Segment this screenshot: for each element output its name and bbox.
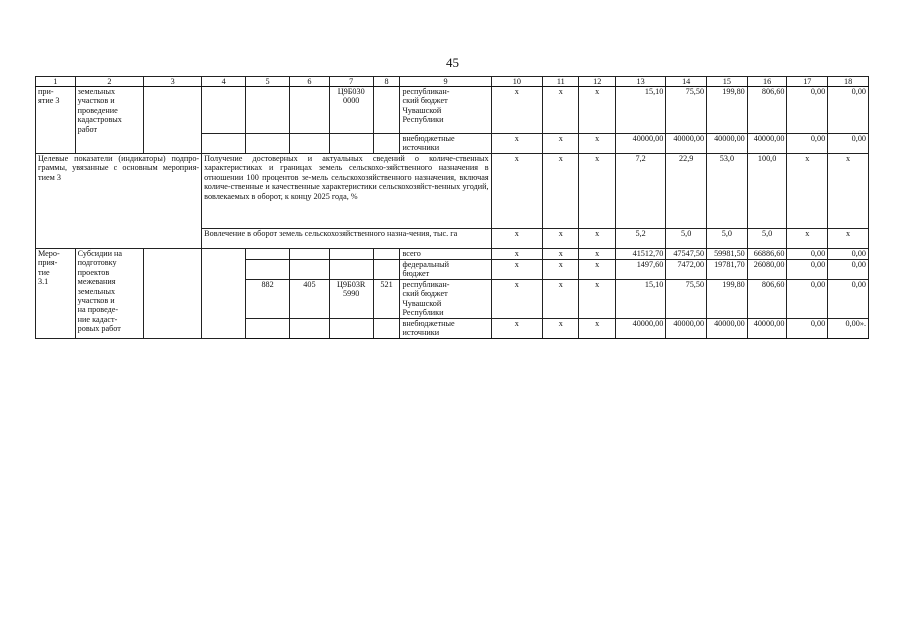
- code-cell: [373, 260, 400, 280]
- code-cell: [290, 319, 330, 339]
- value-cell: 7,2: [615, 154, 665, 229]
- value-cell: 5,0: [707, 229, 748, 249]
- value-cell: 0,00: [787, 87, 828, 134]
- value-cell: 75,50: [666, 87, 707, 134]
- value-cell: х: [579, 154, 615, 229]
- value-cell: х: [579, 229, 615, 249]
- responsible-cell: [144, 87, 202, 154]
- header-cell: 14: [666, 77, 707, 87]
- ml: Ц9Б03R 5990: [337, 280, 366, 299]
- code-cell: [246, 260, 290, 280]
- value-cell: 19781,70: [707, 260, 748, 280]
- funding-source: всего: [400, 249, 491, 260]
- activity-label: [36, 87, 76, 154]
- value-cell: 5,0: [747, 229, 787, 249]
- value-cell: 1497,60: [615, 260, 665, 280]
- code-cell: [290, 260, 330, 280]
- activity-title: [75, 87, 144, 154]
- funding-source: [400, 319, 491, 339]
- value-cell: 22,9: [666, 154, 707, 229]
- value-cell: х: [543, 260, 579, 280]
- code-cell: [373, 87, 400, 134]
- code-cell: [329, 249, 373, 260]
- value-cell: 15,10: [615, 87, 665, 134]
- header-cell: 10: [491, 77, 542, 87]
- value-cell: х: [543, 249, 579, 260]
- header-cell: 9: [400, 77, 491, 87]
- ml: республикан- ский бюджет Чувашской Республики: [402, 280, 450, 318]
- header-cell: 6: [290, 77, 330, 87]
- value-cell: х: [579, 260, 615, 280]
- target-article-code: [329, 87, 373, 134]
- funding-source: [400, 260, 491, 280]
- header-cell: 12: [579, 77, 615, 87]
- header-cell: 4: [202, 77, 246, 87]
- header-cell: 11: [543, 77, 579, 87]
- ml: Меро- прия- тие 3.1: [38, 249, 60, 287]
- value-cell: 40000,00: [707, 319, 748, 339]
- funding-source: [400, 134, 491, 154]
- code-cell: [329, 134, 373, 154]
- section-code: 405: [290, 280, 330, 319]
- value-cell: 40000,00: [666, 319, 707, 339]
- header-row: [36, 77, 869, 87]
- table-row: [36, 249, 869, 260]
- code-cell: [373, 249, 400, 260]
- value-cell: 40000,00: [615, 319, 665, 339]
- code-cell: [202, 134, 246, 154]
- code-cell: [373, 134, 400, 154]
- header-cell: 13: [615, 77, 665, 87]
- activity-title: [75, 249, 144, 339]
- code-cell: [290, 87, 330, 134]
- value-cell: х: [543, 229, 579, 249]
- code-cell: [246, 319, 290, 339]
- value-cell: 0,00: [787, 280, 828, 319]
- header-cell: 1: [36, 77, 76, 87]
- value-cell: 26080,00: [747, 260, 787, 280]
- value-cell: х: [579, 319, 615, 339]
- header-cell: 15: [707, 77, 748, 87]
- target-indicators-label: Целевые показатели (индикаторы) подпро-граммы, увязанные с основным мероприя-тием 3: [36, 154, 202, 249]
- value-cell: 199,80: [707, 87, 748, 134]
- value-cell: х: [543, 87, 579, 134]
- responsible-cell: [144, 249, 202, 339]
- ml: при- ятие 3: [38, 87, 60, 106]
- value-cell: 100,0: [747, 154, 787, 229]
- value-cell: х: [491, 154, 542, 229]
- code-cell: [329, 319, 373, 339]
- indicator-text: Получение достоверных и актуальных сведений о количе-ственных характеристиках и границах земель сельскохо-зяйственного назначения в отношении 100 процентов зе-мель сельскохозяйственного назначения, включая количе-ственные и качественные характеристики сельскохозяйст-венных угодий, вовлекаемых в оборот, к концу 2025 года, %: [202, 154, 491, 229]
- participants-cell: [202, 249, 246, 339]
- ml: Ц9Б030 0000: [337, 87, 365, 106]
- value-cell: х: [579, 249, 615, 260]
- value-cell: 806,60: [747, 87, 787, 134]
- budget-table: [35, 76, 869, 339]
- value-cell: х: [543, 134, 579, 154]
- value-cell: х: [491, 229, 542, 249]
- value-cell: 15,10: [615, 280, 665, 319]
- value-cell: 41512,70: [615, 249, 665, 260]
- value-cell: х: [828, 154, 869, 229]
- code-cell: [329, 260, 373, 280]
- table-row: [36, 154, 869, 229]
- value-cell: 0,00: [828, 134, 869, 154]
- value-cell: х: [491, 260, 542, 280]
- value-cell: 40000,00: [666, 134, 707, 154]
- value-cell: 5,2: [615, 229, 665, 249]
- value-cell: 5,0: [666, 229, 707, 249]
- value-cell: х: [491, 319, 542, 339]
- code-cell: [246, 134, 290, 154]
- value-cell: х: [543, 280, 579, 319]
- value-cell: 0,00: [787, 134, 828, 154]
- header-cell: 17: [787, 77, 828, 87]
- value-cell: х: [579, 280, 615, 319]
- value-cell: х: [787, 154, 828, 229]
- value-cell: 0,00: [787, 249, 828, 260]
- value-cell: 0,00: [828, 87, 869, 134]
- header-cell: 5: [246, 77, 290, 87]
- ml: республикан- ский бюджет Чувашской Республики: [402, 87, 450, 125]
- code-cell: [373, 319, 400, 339]
- table-row: [36, 87, 869, 134]
- value-cell: 0,00: [828, 280, 869, 319]
- header-cell: 3: [144, 77, 202, 87]
- value-cell: х: [579, 134, 615, 154]
- value-cell: 40000,00: [747, 319, 787, 339]
- page-number: 45: [446, 55, 459, 70]
- header-cell: 16: [747, 77, 787, 87]
- value-cell: х: [543, 319, 579, 339]
- header-cell: 18: [828, 77, 869, 87]
- value-cell: 59981,50: [707, 249, 748, 260]
- code-cell: [290, 249, 330, 260]
- header-cell: 7: [329, 77, 373, 87]
- value-cell: 40000,00: [615, 134, 665, 154]
- target-article-code: [329, 280, 373, 319]
- indicator-text: Вовлечение в оборот земель сельскохозяйственного назна-чения, тыс. га: [202, 229, 491, 249]
- expense-type-code: 521: [373, 280, 400, 319]
- value-cell: 75,50: [666, 280, 707, 319]
- value-cell: 806,60: [747, 280, 787, 319]
- ml: земельных участков и проведение кадастровых работ: [77, 87, 122, 134]
- value-cell: 0,00: [828, 260, 869, 280]
- value-cell: х: [491, 87, 542, 134]
- value-cell: 40000,00: [747, 134, 787, 154]
- funding-source: [400, 280, 491, 319]
- value-cell: 53,0: [707, 154, 748, 229]
- ml: Субсидии на подготовку проектов межевания земельных участков и на проведе- ние кадаст- ровых работ: [77, 249, 123, 334]
- header-cell: 2: [75, 77, 144, 87]
- code-cell: [246, 249, 290, 260]
- value-cell: 0,00: [787, 260, 828, 280]
- value-cell: 0,00».: [828, 319, 869, 339]
- value-cell: х: [787, 229, 828, 249]
- value-cell: 66886,60: [747, 249, 787, 260]
- funding-source: [400, 87, 491, 134]
- value-cell: 40000,00: [707, 134, 748, 154]
- ml: внебюджетные источники: [402, 134, 455, 153]
- value-cell: 0,00: [828, 249, 869, 260]
- value-cell: х: [828, 229, 869, 249]
- ml: федеральный бюджет: [402, 260, 449, 279]
- ministry-code: 882: [246, 280, 290, 319]
- value-cell: 47547,50: [666, 249, 707, 260]
- value-cell: 0,00: [787, 319, 828, 339]
- value-cell: х: [491, 249, 542, 260]
- code-cell: [246, 87, 290, 134]
- activity-label: [36, 249, 76, 339]
- code-cell: [202, 87, 246, 134]
- value-cell: х: [579, 87, 615, 134]
- value-cell: 199,80: [707, 280, 748, 319]
- value-cell: 7472,00: [666, 260, 707, 280]
- ml: внебюджетные источники: [402, 319, 455, 338]
- header-cell: 8: [373, 77, 400, 87]
- value-cell: х: [491, 280, 542, 319]
- value-cell: х: [543, 154, 579, 229]
- code-cell: [290, 134, 330, 154]
- value-cell: х: [491, 134, 542, 154]
